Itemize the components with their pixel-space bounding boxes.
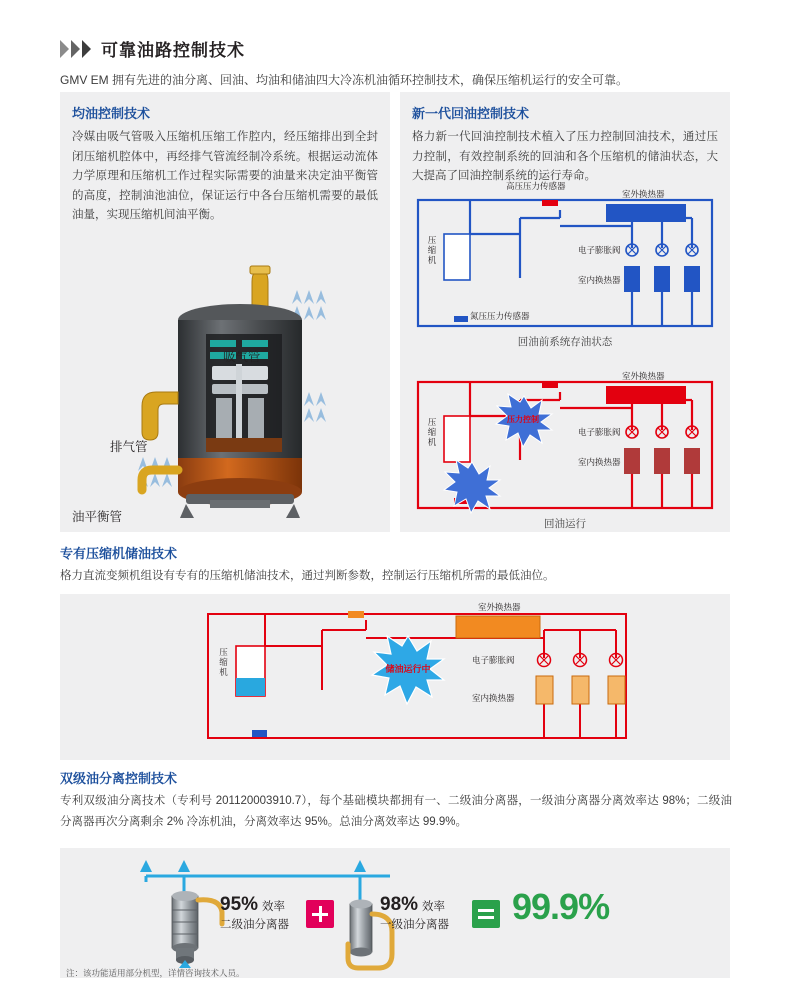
first-stage-unit: 效率 — [422, 901, 446, 913]
label-compressor-sec2: 压缩机 — [219, 647, 228, 677]
header-title-row — [60, 36, 730, 61]
panel-oil-return-title: 新一代回油控制技术 — [412, 106, 530, 121]
label-oil-balance-pipe: 油平衡管 — [72, 510, 123, 524]
label-indoor-hx-bottom: 室内换热器 — [578, 457, 621, 467]
label-indoor-hx-sec2: 室内换热器 — [472, 693, 515, 703]
diagram-oil-storage-state — [410, 181, 720, 348]
label-ev-valve-bottom: 电子膨胀阀 — [578, 427, 621, 437]
second-stage-efficiency — [220, 894, 289, 932]
svg-text:储油运行中: 储油运行中 — [385, 664, 431, 674]
panel-oil-balance-text: 冷媒由吸气管吸入压缩机压缩工作腔内，经压缩排出到全封闭压缩机腔体中，再经排气管流经制冷系统。根据运动流体力学原理和压缩机工作过程实际需要的油量来决定油平衡管的高度，控制油池油位，保证运行中各台压缩机需要的最低油量，实现压缩机间油平衡。 — [72, 131, 378, 222]
label-indoor-hx-top: 室内换热器 — [578, 275, 621, 285]
section3-title: 双级油分离控制技术 — [60, 771, 178, 786]
caption-diagram-bottom: 回油运行 — [544, 518, 586, 530]
second-stage-unit: 效率 — [262, 901, 286, 913]
page-title: 可靠油路控制技术 — [101, 41, 245, 60]
label-discharge-pipe: 排气管 — [110, 440, 148, 454]
label-ev-valve-sec2: 电子膨胀阀 — [472, 655, 515, 665]
section2-text: 格力直流变频机组设有专有的压缩机储油技术，通过判断参数，控制运行压缩机所需的最低油位。 — [60, 570, 555, 582]
diagram-bottom-svg — [410, 370, 720, 520]
section2-diagram-panel — [60, 594, 730, 760]
equals-icon — [472, 900, 500, 928]
footnote: 注：该功能适用部分机型，详情咨询技术人员。 — [66, 968, 245, 978]
label-outdoor-hx-top: 室外换热器 — [622, 189, 665, 199]
first-stage-name: 一级油分离器 — [380, 919, 449, 931]
panel-oil-balance-title: 均油控制技术 — [72, 106, 151, 121]
panel-oil-return — [400, 92, 730, 532]
label-ev-valve-top: 电子膨胀阀 — [578, 245, 621, 255]
label-suction-pipe: 吸气管 — [223, 350, 261, 364]
panel-oil-balance — [60, 92, 390, 532]
first-stage-efficiency — [380, 894, 449, 932]
total-efficiency: 99.9% — [512, 886, 610, 927]
caption-diagram-top: 回油前系统存油状态 — [517, 336, 613, 348]
label-outdoor-hx-bottom: 室外换热器 — [622, 371, 665, 381]
chevron-right-icon — [60, 40, 91, 58]
diagram-oil-return-running — [410, 370, 720, 530]
page-header — [60, 36, 730, 90]
diagram-top-svg — [410, 188, 720, 338]
section3-text: 专利双级油分离技术（专利号 201120003910.7），每个基础模块都拥有一、二级油分离器，一级油分离器分离效率达 98%；二级油分离器再次分离剩余 2% 冷冻机油，分离效率达 95%。总油分离效率达 99.9%。 — [60, 795, 732, 828]
page-subtitle: GMV EM 拥有先进的油分离、回油、均油和储油四大冷冻机油循环控制技术，确保压缩机运行的安全可靠。 — [60, 73, 629, 87]
compressor-svg — [60, 242, 390, 532]
label-outdoor-hx-sec2: 室外换热器 — [478, 602, 521, 612]
svg-text:压力控制: 压力控制 — [507, 415, 539, 424]
section3-diagram-panel — [60, 848, 730, 978]
first-stage-value: 98% — [380, 894, 419, 915]
panel-oil-return-text: 格力新一代回油控制技术植入了压力控制回油技术，通过压力控制，有效控制系统的回油和各个压缩机的储油状态，大大提高了回油控制系统的运行寿命。 — [412, 131, 718, 183]
label-lp-sensor: 氮压压力传感器 — [470, 311, 530, 321]
label-hp-sensor: 高压压力传感器 — [506, 181, 566, 191]
plus-icon — [306, 900, 334, 928]
label-compressor-bottom: 压缩机 — [427, 417, 437, 447]
section2-diagram-svg — [60, 594, 730, 760]
section2-title: 专有压缩机储油技术 — [60, 546, 178, 561]
label-compressor-top: 压缩机 — [427, 235, 437, 265]
compressor-illustration — [60, 242, 390, 532]
second-stage-value: 95% — [220, 894, 259, 915]
second-stage-name: 二级油分离器 — [220, 919, 289, 931]
